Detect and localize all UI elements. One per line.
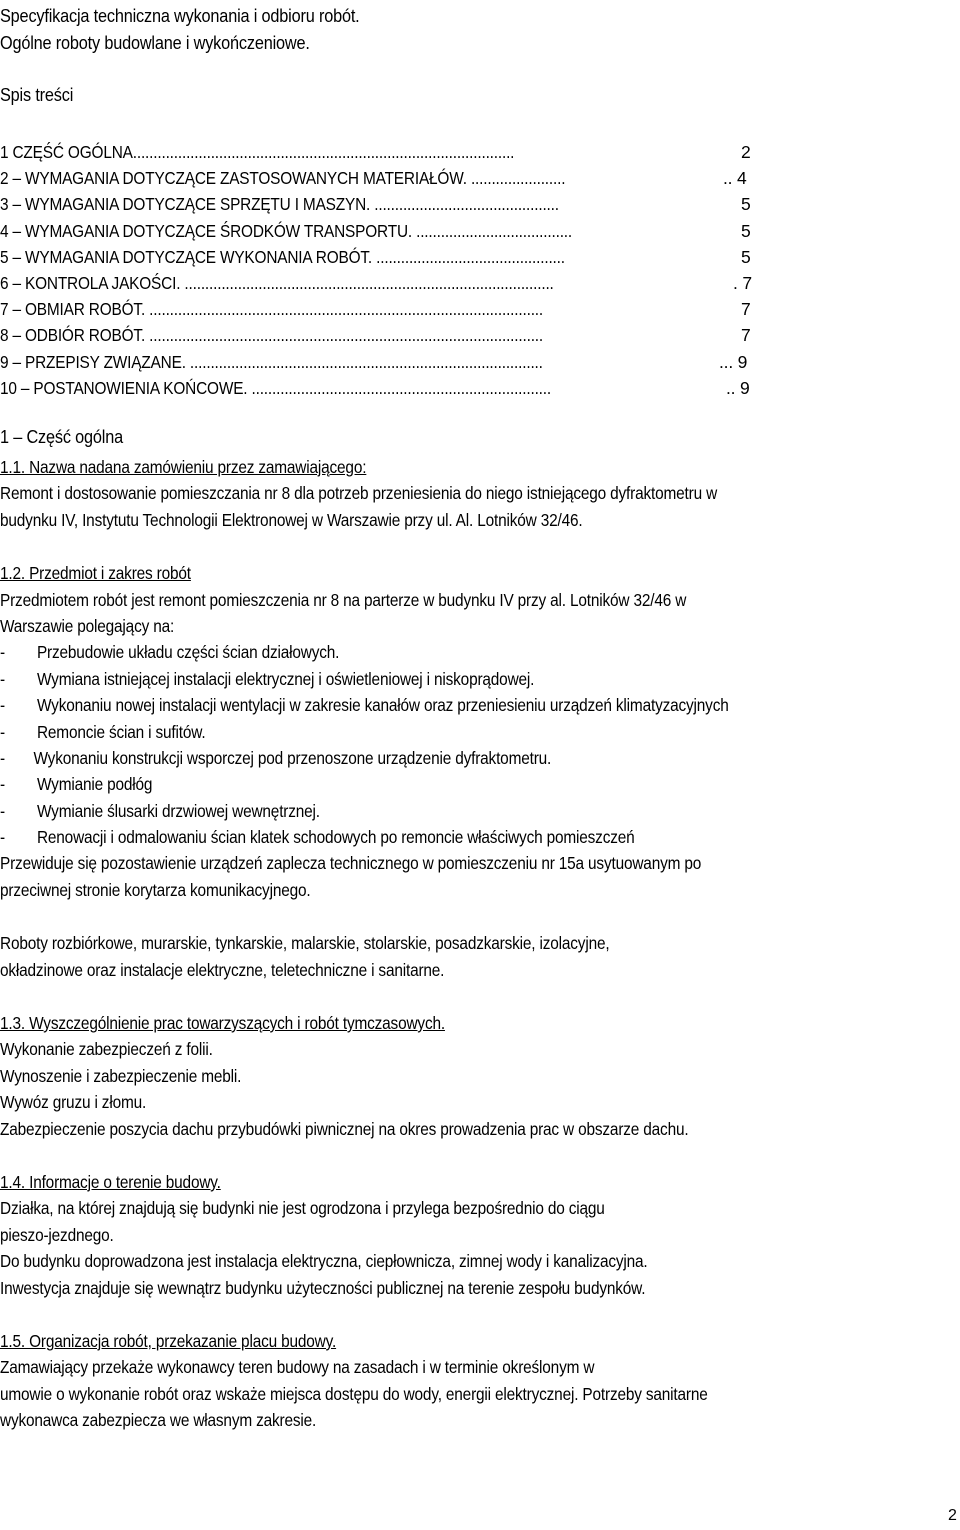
toc-entry-page: 7: [741, 299, 751, 320]
list-item: - Przebudowie układu części ścian działowych.: [0, 642, 340, 663]
paragraph-line: przeciwnej stronie korytarza komunikacyjnego.: [0, 879, 311, 900]
list-item: - Remoncie ścian i sufitów.: [0, 721, 206, 742]
subsection-heading-1-3: 1.3. Wyszczególnienie prac towarzyszących i robót tymczasowych.: [0, 1013, 445, 1034]
paragraph-line: okładzinowe oraz instalacje elektryczne, teletechniczne i sanitarne.: [0, 959, 445, 980]
header-title-line1: Specyfikacja techniczna wykonania i odbioru robót.: [0, 5, 360, 26]
toc-entry[interactable]: [0, 296, 760, 322]
toc-entry-label: 8 – ODBIÓR ROBÓT. ................................................................................................: [0, 325, 544, 346]
list-item: - Wykonaniu konstrukcji wsporczej pod przenoszone urządzenie dyfraktometru.: [0, 747, 552, 768]
list-item-text: Renowacji i odmalowaniu ścian klatek schodowych po remoncie właściwych pomieszczeń: [36, 827, 635, 848]
paragraph-line: Przewiduje się pozostawienie urządzeń zaplecza technicznego w pomieszczeniu nr 15a usytuowanym po: [0, 853, 702, 874]
list-item-text: Wymiana istniejącej instalacji elektrycznej i oświetleniowej i niskoprądowej.: [36, 668, 535, 689]
toc-entry-label: 3 – WYMAGANIA DOTYCZĄCE SPRZĘTU I MASZYN. .............................................: [0, 194, 559, 215]
toc-entry-label: 2 – WYMAGANIA DOTYCZĄCE ZASTOSOWANYCH MATERIAŁÓW. .......................: [0, 168, 566, 189]
paragraph-line: Zamawiający przekaże wykonawcy teren budowy na zasadach i w terminie określonym w: [0, 1357, 595, 1378]
paragraph-line: pieszo-jezdnego.: [0, 1224, 114, 1245]
toc-entry[interactable]: [0, 375, 760, 401]
toc-entry-label: 1 CZĘŚĆ OGÓLNA.............................................................................................: [0, 142, 515, 162]
toc-entry[interactable]: [0, 270, 760, 296]
list-item-text: Przebudowie układu części ścian działowych.: [36, 642, 340, 663]
list-item-text: Wymianie ślusarki drzwiowej wewnętrznej.: [36, 800, 320, 821]
paragraph-line: Zabezpieczenie poszycia dachu przybudówki piwnicznej na okres prowadzenia prac w obszarze dachu.: [0, 1118, 689, 1139]
paragraph-line: Warszawie polegający na:: [0, 615, 175, 636]
toc-entry-label: 7 – OBMIAR ROBÓT. ................................................................................................: [0, 299, 544, 320]
paragraph-line: Do budynku doprowadzona jest instalacja elektryczna, ciepłownicza, zimnej wody i kanalizacyjna.: [0, 1251, 648, 1272]
toc-entry-page: . 7: [733, 272, 752, 293]
toc-entry-page: 5: [741, 220, 751, 241]
toc-entry[interactable]: [0, 139, 760, 165]
toc-entry-page: .. 9: [726, 377, 750, 398]
subsection-heading-1-2: 1.2. Przedmiot i zakres robót: [0, 563, 191, 584]
toc-entry[interactable]: [0, 218, 760, 244]
list-item-text: Wymianie podłóg: [36, 774, 153, 795]
table-of-contents: [0, 139, 760, 401]
toc-entry[interactable]: [0, 191, 760, 217]
subsection-heading-1-5: 1.5. Organizacja robót, przekazanie placu budowy.: [0, 1330, 337, 1351]
toc-entry[interactable]: [0, 244, 760, 270]
toc-entry-label: 10 – POSTANOWIENIA KOŃCOWE. .........................................................................: [0, 377, 552, 398]
toc-entry-page: ... 9: [719, 351, 748, 372]
list-item: - Wykonaniu nowej instalacji wentylacji w zakresie kanałów oraz przeniesieniu urządzeń klimatyzacyjnych: [0, 695, 729, 716]
toc-entry[interactable]: [0, 322, 760, 348]
toc-entry-page: 5: [741, 246, 751, 267]
paragraph-line: wykonawca zabezpiecza we własnym zakresie.: [0, 1410, 317, 1431]
subsection-heading-1-4: 1.4. Informacje o terenie budowy.: [0, 1171, 221, 1192]
toc-entry-page: 2: [741, 142, 751, 162]
list-item-text: Wykonaniu konstrukcji wsporczej pod przenoszone urządzenie dyfraktometru.: [33, 747, 552, 768]
document-header: [0, 2, 409, 56]
list-item-text: Wykonaniu nowej instalacji wentylacji w zakresie kanałów oraz przeniesieniu urządzeń klimatyzacyjnych: [36, 695, 729, 716]
toc-title: Spis treści: [0, 84, 74, 105]
header-title-line2: Ogólne roboty budowlane i wykończeniowe.: [0, 32, 310, 53]
paragraph-line: Roboty rozbiórkowe, murarskie, tynkarskie, malarskie, stolarskie, posadzkarskie, izolacyjne,: [0, 933, 610, 954]
toc-entry-label: 6 – KONTROLA JAKOŚCI. ..........................................................................................: [0, 272, 554, 293]
list-item: - Renowacji i odmalowaniu ścian klatek schodowych po remoncie właściwych pomieszczeń: [0, 827, 635, 848]
paragraph-line: Remont i dostosowanie pomieszczania nr 8 dla potrzeb przeniesienia do niego istniejącego dyfraktometru w: [0, 483, 718, 504]
list-item: - Wymianie ślusarki drzwiowej wewnętrznej.: [0, 800, 320, 821]
paragraph-line: Wynoszenie i zabezpieczenie mebli.: [0, 1065, 242, 1086]
toc-entry-label: 4 – WYMAGANIA DOTYCZĄCE ŚRODKÓW TRANSPORTU. ......................................: [0, 220, 573, 241]
subsection-heading-1-1: 1.1. Nazwa nadana zamówieniu przez zamawiającego:: [0, 457, 367, 477]
toc-entry-page: 5: [741, 194, 751, 215]
toc-entry[interactable]: [0, 349, 760, 375]
list-item: - Wymiana istniejącej instalacji elektrycznej i oświetleniowej i niskoprądowej.: [0, 668, 535, 689]
list-item: - Wymianie podłóg: [0, 774, 153, 795]
page-number: 2: [948, 1507, 957, 1524]
paragraph-line: budynku IV, Instytutu Technologii Elektronowej w Warszawie przy ul. Al. Lotników 32/46.: [0, 509, 583, 530]
paragraph-line: Działka, na której znajdują się budynki nie jest ogrodzona i przylega bezpośrednio do ciągu: [0, 1198, 605, 1219]
toc-entry-page: .. 4: [723, 168, 747, 189]
paragraph-line: Inwestycja znajduje się wewnątrz budynku użyteczności publicznej na terenie zespołu budynków.: [0, 1277, 646, 1298]
list-item-text: Remoncie ścian i sufitów.: [36, 721, 206, 742]
toc-entry[interactable]: [0, 165, 760, 191]
paragraph-line: Wykonanie zabezpieczeń z folii.: [0, 1039, 213, 1060]
section-title: 1 – Część ogólna: [0, 426, 123, 447]
paragraph-line: Przedmiotem robót jest remont pomieszczenia nr 8 na parterze w budynku IV przy al. Lotników 32/46 w: [0, 589, 687, 610]
section-body: [0, 454, 960, 1434]
paragraph-line: Wywóz gruzu i złomu.: [0, 1092, 147, 1113]
toc-entry-label: 5 – WYMAGANIA DOTYCZĄCE WYKONANIA ROBÓT. ..............................................: [0, 246, 565, 267]
toc-entry-label: 9 – PRZEPISY ZWIĄZANE. ......................................................................................: [0, 351, 543, 372]
paragraph-line: umowie o wykonanie robót oraz wskaże miejsca dostępu do wody, energii elektrycznej. Potrzeby sanitarne: [0, 1383, 708, 1404]
toc-entry-page: 7: [741, 325, 751, 346]
